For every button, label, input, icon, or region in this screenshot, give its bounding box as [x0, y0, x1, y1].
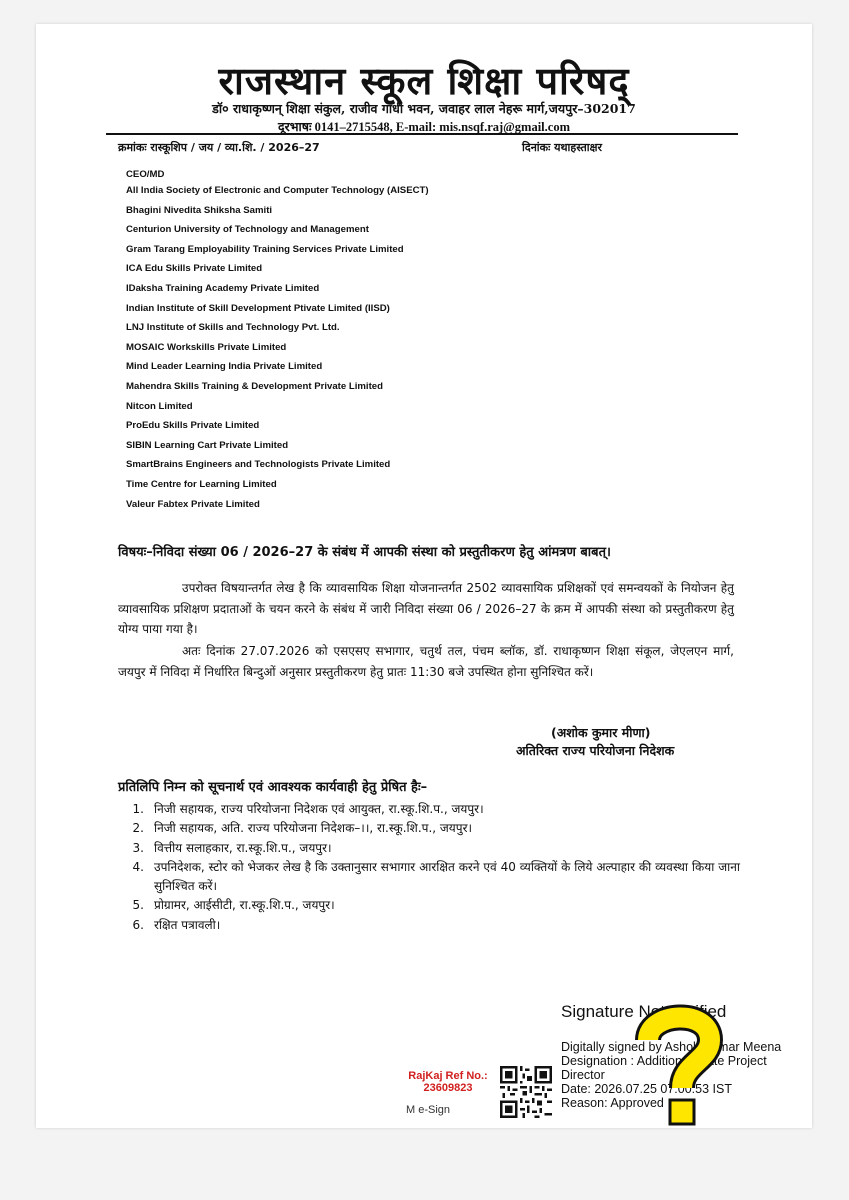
- organization-contact: दूरभाषः 0141–2715548, E-mail: mis.nsqf.raj@gmail.com: [277, 120, 570, 134]
- recipient-item: ProEdu Skills Private Limited: [126, 420, 260, 432]
- copy-item-number: 2.: [132, 821, 144, 836]
- recipient-item: ICA Edu Skills Private Limited: [126, 263, 263, 275]
- qr-code-icon: [500, 1066, 552, 1118]
- copy-item-number: 1.: [132, 802, 144, 816]
- document-page: [36, 24, 812, 1128]
- recipient-item: CEO/MD: [126, 169, 165, 180]
- rajkaj-reference: [400, 1070, 496, 1094]
- rajkaj-ref-number: 23609823: [423, 1082, 473, 1094]
- recipient-item: Bhagini Nivedita Shiksha Samiti: [126, 204, 273, 216]
- recipient-item: Mahendra Skills Training & Development Private Limited: [126, 380, 383, 392]
- copy-item-text: उपनिदेशक, स्टोर को भेजकर लेख है कि उक्तानुसार सभागार आरक्षित करने एवं 40 व्यक्तियों के लिये अल्पाहार की व्यवस्था किया जाना सुनिश्चित करें।: [154, 859, 740, 894]
- signatory-name: (अशोक कुमार मीणा): [551, 725, 651, 740]
- copy-item-text: प्रोग्रामर, आईसीटी, रा.स्कू.शि.प., जयपुर।: [154, 898, 335, 913]
- copy-item-number: 6.: [132, 917, 144, 932]
- letter-subject: विषयः–निविदा संख्या 06 / 2026–27 के संबंध में आपकी संस्था को प्रस्तुतीकरण हेतु आंमत्रण बाबत्।: [118, 545, 611, 560]
- recipient-item: Valeur Fabtex Private Limited: [126, 498, 260, 510]
- copy-item-text: निजी सहायक, राज्य परियोजना निदेशक एवं आयुक्त, रा.स्कू.शि.प., जयपुर।: [154, 802, 484, 816]
- copy-item-number: 3.: [132, 840, 144, 855]
- reference-date: दिनांकः यथाहस्ताक्षर: [522, 141, 603, 154]
- header-divider: [106, 133, 738, 135]
- copy-item-text: निजी सहायक, अति. राज्य परियोजना निदेशक–।।, रा.स्कू.शि.प., जयपुर।: [154, 821, 473, 836]
- body-paragraph-2: अतः दिनांक 27.07.2026 को एसएसए सभागार, चतुर्थ तल, पंचम ब्लॉक, डॉ. राधाकृष्णन शिक्षा संकूल, जेएलएन मार्ग, जयपुर में निविदा में निर्धारित बिन्दुओं अनुसार प्रस्तुतीकरण हेतु प्रातः 11:30 बजे उपस्थित होना सुनिश्चित करें।: [118, 644, 734, 679]
- signature-detail-line: Director: [561, 1068, 605, 1082]
- signature-detail-line: Digitally signed by Ashok Kumar Meena: [561, 1040, 782, 1054]
- copy-item-text: वित्तीय सलाहकार, रा.स्कू.शि.प., जयपुर।: [154, 840, 332, 855]
- recipient-item: SmartBrains Engineers and Technologists Private Limited: [126, 459, 391, 471]
- signatory-designation: अतिरिक्त राज्य परियोजना निदेशक: [516, 743, 675, 758]
- recipient-item: LNJ Institute of Skills and Technology Pvt. Ltd.: [126, 322, 340, 334]
- copy-to-heading: प्रतिलिपि निम्न को सूचनार्थ एवं आवश्यक कार्यवाही हेतु प्रेषित हैः–: [118, 780, 428, 795]
- copy-to-list: [124, 800, 740, 935]
- copy-item: [124, 858, 740, 897]
- esign-label: M e-Sign: [406, 1104, 451, 1116]
- body-paragraph-1: उपरोक्त विषयान्तर्गत लेख है कि व्यावसायिक शिक्षा योजनान्तर्गत 2502 व्यावसायिक प्रशिक्षकों एवं समन्वयकों के नियोजन हेतु व्यावसायिक प्रशिक्षण प्रदाताओं के चयन करने के संबंध में जारी निविदा संख्या 06 / 2026–27 के क्रम में आपकी संस्था को प्रस्तुतीकरण हेतु योग्य पाया गया है।: [118, 581, 734, 636]
- copy-item-text: रक्षित पत्रावली।: [154, 917, 221, 932]
- copy-item: [124, 819, 740, 838]
- reference-number: क्रमांकः रास्कूशिप / जय / व्या.शि. / 2026–27: [118, 141, 320, 154]
- organization-name: राजस्थान स्कूल शिक्षा परिषद्: [218, 58, 630, 103]
- copy-item-number: 5.: [132, 898, 144, 913]
- signature-detail-line: Designation : Additional State Project: [561, 1054, 767, 1068]
- organization-address: डॉ० राधाकृष्णन् शिक्षा संकुल, राजीव गांधी भवन, जवाहर लाल नेहरू मार्ग,जयपुर–302017: [212, 101, 636, 116]
- recipient-list: [126, 169, 466, 518]
- copy-item-number: 4.: [132, 859, 144, 874]
- signature-detail-line: Date: 2026.07.25 07:00:53 IST: [561, 1082, 732, 1096]
- copy-item: [124, 896, 740, 915]
- copy-item: [124, 839, 740, 858]
- recipient-item: IDaksha Training Academy Private Limited: [126, 282, 320, 294]
- recipient-item: Gram Tarang Employability Training Services Private Limited: [126, 243, 404, 255]
- recipient-item: Mind Leader Learning India Private Limited: [126, 361, 323, 373]
- signature-detail-line: Reason: Approved: [561, 1096, 664, 1110]
- rajkaj-ref-label: RajKaj Ref No.:: [408, 1070, 488, 1082]
- recipient-item: Centurion University of Technology and Management: [126, 224, 369, 236]
- recipient-item: SIBIN Learning Cart Private Limited: [126, 439, 289, 451]
- signature-status: Signature Not Verified: [561, 1002, 727, 1021]
- copy-item: [124, 916, 740, 935]
- question-mark-icon: [634, 1002, 724, 1132]
- recipient-item: All India Society of Electronic and Computer Technology (AISECT): [126, 185, 429, 196]
- recipient-item: Indian Institute of Skill Development Ptivate Limited (IISD): [126, 302, 390, 314]
- copy-item: [124, 800, 740, 819]
- recipient-item: MOSAIC Workskills Private Limited: [126, 341, 287, 353]
- recipient-item: Nitcon Limited: [126, 400, 193, 412]
- recipient-item: Time Centre for Learning Limited: [126, 478, 277, 490]
